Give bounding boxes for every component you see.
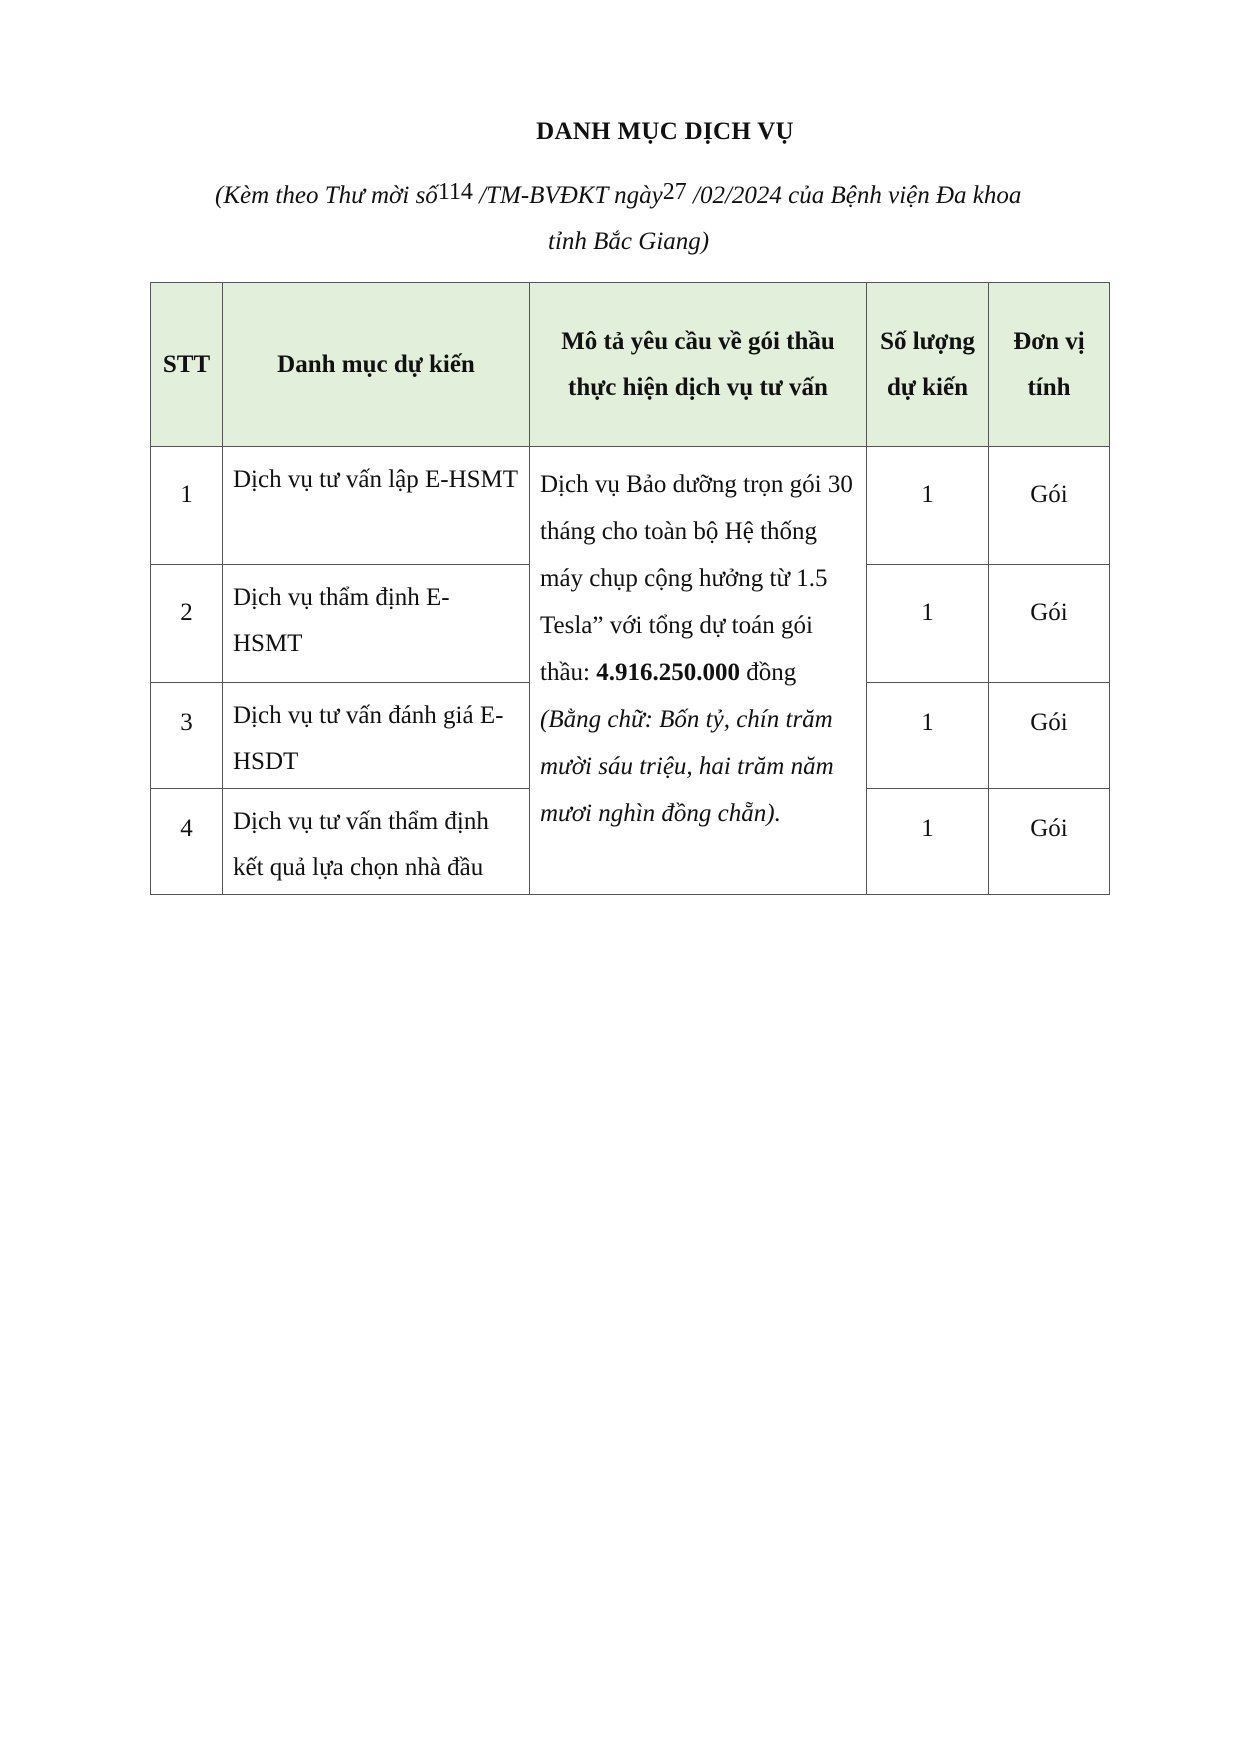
currency-label: đồng bbox=[746, 659, 797, 686]
row-quantity: 1 bbox=[867, 447, 989, 565]
row-unit: Gói bbox=[989, 447, 1110, 565]
row-name: Dịch vụ tư vấn thẩm định kết quả lựa chọn nhà đầu bbox=[223, 789, 530, 895]
amount-in-words: (Bằng chữ: Bốn tỷ, chín trăm mười sáu triệu, hai trăm năm mươi nghìn đồng chẵn). bbox=[540, 706, 834, 827]
letter-number: 114 bbox=[437, 179, 473, 205]
row-quantity: 1 bbox=[867, 789, 989, 895]
package-description bbox=[530, 447, 867, 895]
subtitle-part3: /02/2024 của Bệnh viện Đa khoa bbox=[693, 182, 1022, 209]
header-name: Danh mục dự kiến bbox=[223, 283, 530, 447]
services-table bbox=[150, 282, 1110, 895]
subtitle-part2: /TM-BVĐKT ngày bbox=[479, 182, 663, 209]
letter-day: 27 bbox=[662, 179, 687, 205]
package-amount: 4.916.250.000 bbox=[596, 659, 740, 686]
row-unit: Gói bbox=[989, 789, 1110, 895]
row-stt: 1 bbox=[151, 447, 223, 565]
table-row bbox=[151, 447, 1110, 565]
row-stt: 4 bbox=[151, 789, 223, 895]
header-unit: Đơn vị tính bbox=[989, 283, 1110, 447]
header-quantity: Số lượng dự kiến bbox=[867, 283, 989, 447]
document-title: DANH MỤC DỊCH VỤ bbox=[536, 118, 794, 145]
row-unit: Gói bbox=[989, 683, 1110, 789]
row-stt: 2 bbox=[151, 565, 223, 683]
subtitle-line2: tỉnh Bắc Giang) bbox=[548, 228, 710, 255]
table-header-row bbox=[151, 283, 1110, 447]
header-description: Mô tả yêu cầu về gói thầu thực hiện dịch vụ tư vấn bbox=[530, 283, 867, 447]
description-text: Dịch vụ Bảo dưỡng trọn gói 30 tháng cho toàn bộ Hệ thống máy chụp cộng hưởng từ 1.5 Tesla” với tổng dự toán gói thầu: bbox=[540, 471, 853, 686]
document-subtitle bbox=[215, 173, 1115, 265]
row-name: Dịch vụ tư vấn đánh giá E-HSDT bbox=[223, 683, 530, 789]
row-quantity: 1 bbox=[867, 683, 989, 789]
row-quantity: 1 bbox=[867, 565, 989, 683]
subtitle-part1: (Kèm theo Thư mời số bbox=[215, 182, 438, 209]
row-unit: Gói bbox=[989, 565, 1110, 683]
row-name: Dịch vụ thẩm định E-HSMT bbox=[223, 565, 530, 683]
row-stt: 3 bbox=[151, 683, 223, 789]
header-stt: STT bbox=[151, 283, 223, 447]
row-name: Dịch vụ tư vấn lập E-HSMT bbox=[223, 447, 530, 565]
